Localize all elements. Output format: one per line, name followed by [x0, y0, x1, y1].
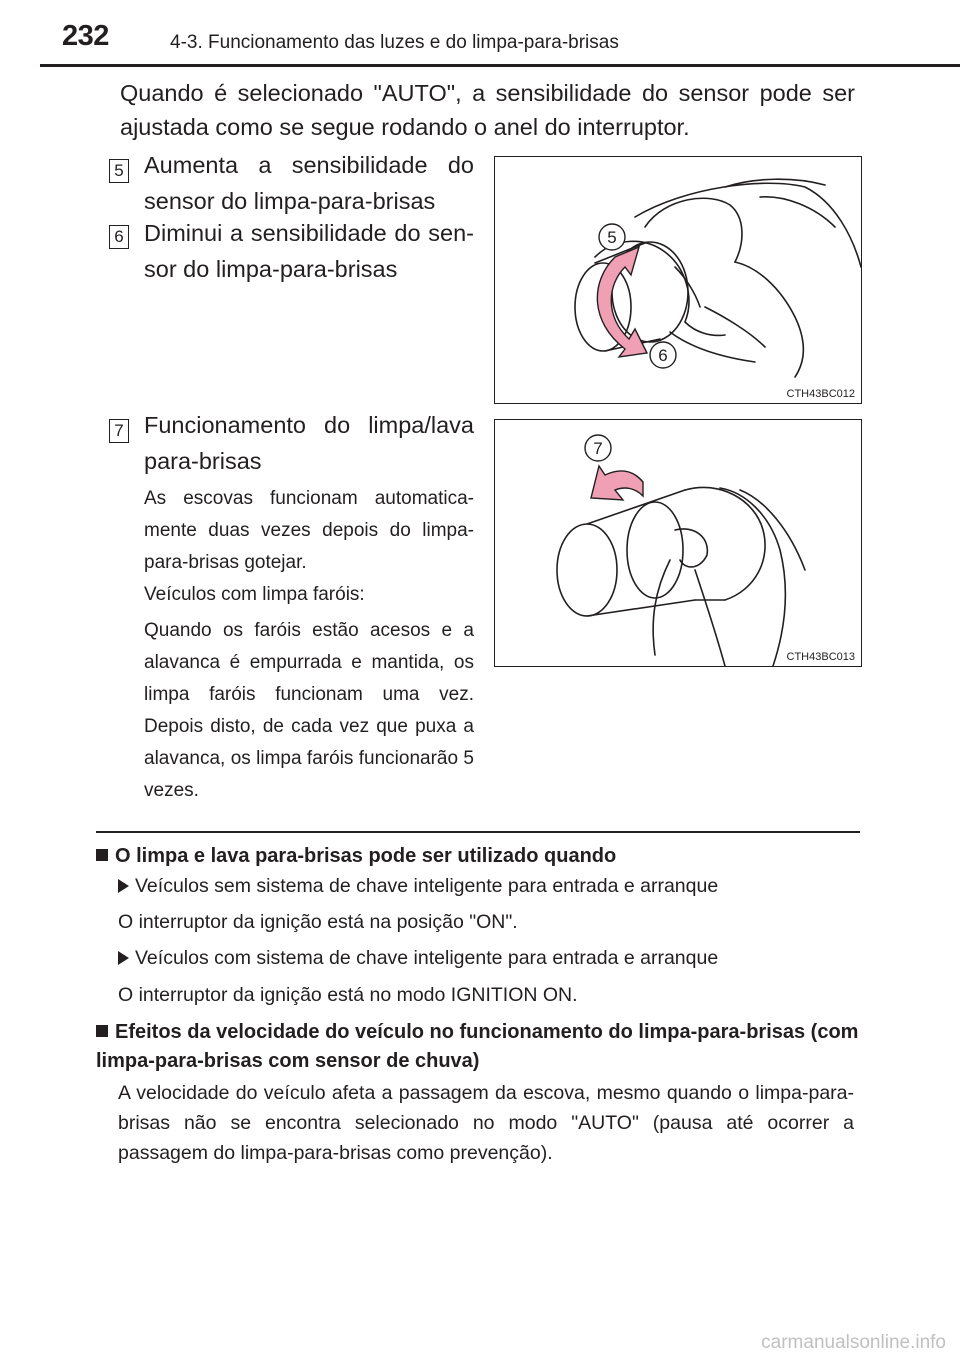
item-7-detail-1: As escovas funcionam automatica-mente duas vezes depois do limpa-para-brisas gotejar. — [144, 488, 474, 573]
header-rule — [40, 64, 960, 67]
item-7-text: Funcionamento do limpa/lava para-brisas — [144, 412, 474, 474]
item-number-7: 7 — [109, 419, 129, 443]
square-bullet-icon — [96, 849, 108, 861]
item-5-text: Aumenta a sensibilidade do sensor do limpa-para-brisas — [144, 152, 474, 214]
item-6-text: Diminui a sensibilidade do sen-sor do limpa-para-brisas — [144, 220, 474, 282]
bullet-smart-key-text: O interruptor da ignição está no modo IGNITION ON. — [118, 984, 578, 1006]
speed-effects-text: A velocidade do veículo afeta a passagem da escova, mesmo quando o limpa-para-brisas não se encontra selecionado no modo "AUTO" (pausa até ocorrer a passagem do limpa-para-brisas como prevenção). — [118, 1082, 854, 1164]
square-bullet-icon — [96, 1025, 108, 1037]
item-7-detail-3: Quando os faróis estão acesos e a alavanca é empurrada e mantida, os limpa faróis funcionam uma vez. Depois disto, de cada vez que puxa a alavanca, os limpa faróis funcionarão 5 vezes. — [144, 620, 474, 801]
figure-code: CTH43BC013 — [786, 651, 855, 663]
section-title: 4-3. Funcionamento das luzes e do limpa-para-brisas — [170, 32, 619, 53]
figure-code: CTH43BC012 — [786, 388, 855, 400]
bullet-smart-key: Veículos com sistema de chave inteligente para entrada e arranque — [118, 943, 858, 973]
wiper-lever-illustration — [495, 420, 861, 666]
item-7-detail-2: Veículos com limpa faróis: — [144, 584, 365, 605]
wiper-ring-illustration — [495, 157, 861, 403]
item-number-6: 6 — [109, 225, 129, 249]
section-separator — [96, 831, 860, 833]
triangle-bullet-icon — [118, 879, 129, 893]
item-number-5: 5 — [109, 159, 129, 183]
bullet-no-smart-key: Veículos sem sistema de chave inteligente para entrada e arranque — [118, 871, 858, 901]
callout-7: 7 — [593, 439, 603, 458]
callout-5: 5 — [607, 228, 617, 247]
section-heading-usage: O limpa e lava para-brisas pode ser utilizado quando — [96, 842, 860, 871]
callout-6: 6 — [658, 346, 668, 365]
triangle-bullet-icon — [118, 951, 129, 965]
section-heading-speed-effects: Efeitos da velocidade do veículo no funcionamento do limpa-para-brisas (com limpa-para-brisas com sensor de chuva) — [96, 1021, 859, 1072]
bullet-no-smart-key-text: O interruptor da ignição está na posição "ON". — [118, 911, 518, 933]
figure-wiper-sensitivity — [494, 156, 862, 404]
intro-paragraph: Quando é selecionado "AUTO", a sensibilidade do sensor pode ser ajustada como se segue rodando o anel do interruptor. — [120, 80, 855, 140]
figure-washer-operation — [494, 419, 862, 667]
watermark: carmanualsonline.info — [761, 1332, 946, 1353]
page-number: 232 — [62, 20, 109, 52]
